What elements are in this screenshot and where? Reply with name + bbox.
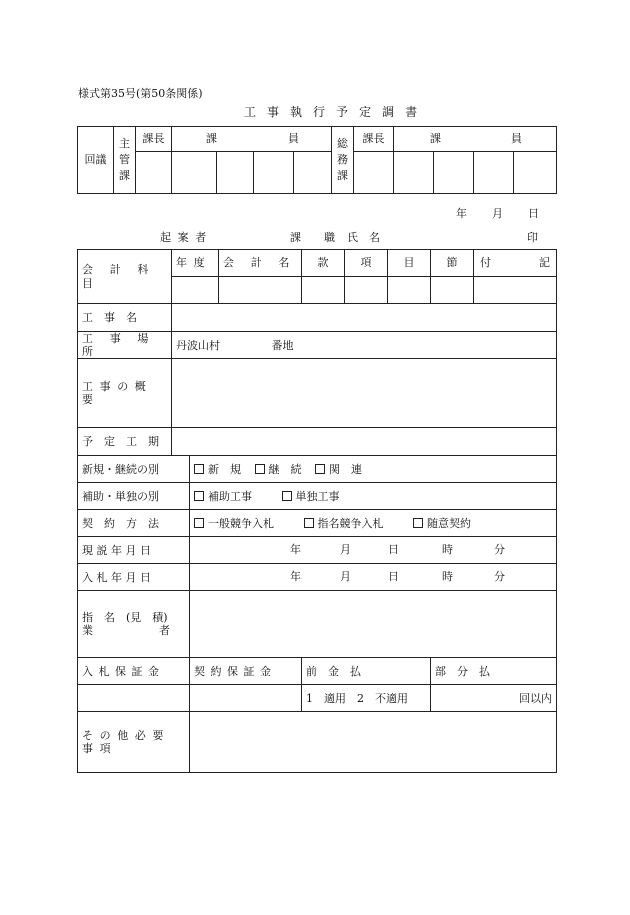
col-setsu: 節 xyxy=(431,250,474,277)
checkbox[interactable] xyxy=(304,518,314,528)
drafter-name: 氏 名 xyxy=(347,231,380,244)
shukan-label: 主 管 課 xyxy=(114,127,136,194)
checkbox[interactable] xyxy=(255,464,265,474)
keiyaku-label: 契 約 方 法 xyxy=(78,510,190,537)
nyusatsu-label: 入 札 年 月 日 xyxy=(78,564,190,591)
sign-cell[interactable] xyxy=(354,152,394,194)
kikan-field[interactable] xyxy=(172,428,557,456)
col-kaikei: 会 計 名 xyxy=(219,250,302,277)
page-title: 工 事 執 行 予 定 調 書 xyxy=(244,105,421,119)
sign-cell[interactable] xyxy=(254,152,294,194)
shimei-field[interactable] xyxy=(190,591,557,658)
ka-in-header: 課 員 xyxy=(172,127,332,152)
approval-table xyxy=(77,126,557,194)
checkbox[interactable] xyxy=(315,464,325,474)
gaiyo-label: 工事の概要 xyxy=(78,359,172,428)
koji-name-field[interactable] xyxy=(172,304,557,332)
koji-place-label: 工 事 場 所 xyxy=(78,332,172,359)
sign-cell[interactable] xyxy=(172,152,217,194)
col-fuki: 付 記 xyxy=(474,250,557,277)
shinki-options[interactable]: 新 規 継 続 関 連 xyxy=(190,456,557,483)
kaigi-label: 回議 xyxy=(78,127,114,194)
kacho-label-2: 課長 xyxy=(354,127,394,152)
place-banchi: 番地 xyxy=(271,338,294,352)
keiyaku-options[interactable]: 一般競争入札 指名競争入札 随意契約 xyxy=(190,510,557,537)
date-tsuki: 月 xyxy=(492,207,503,220)
date-nen: 年 xyxy=(456,207,467,220)
kikan-label: 予 定 工 期 xyxy=(78,428,172,456)
drafter-label: 起案者 xyxy=(160,231,213,244)
shimei-label: 指 名 (見 積) 業 者 xyxy=(78,591,190,658)
maebarai-label: 前 金 払 xyxy=(302,658,431,685)
date-hi: 日 xyxy=(528,207,539,220)
nendo-cell[interactable] xyxy=(172,277,219,304)
sign-cell[interactable] xyxy=(434,152,474,194)
sign-cell[interactable] xyxy=(474,152,514,194)
kaikei-cell[interactable] xyxy=(219,277,302,304)
col-ko: 項 xyxy=(345,250,388,277)
somu-label: 総 務 課 xyxy=(332,127,354,194)
sign-cell[interactable] xyxy=(136,152,172,194)
shinki-label: 新規・継続の別 xyxy=(78,456,190,483)
ka-in-header-2: 課 員 xyxy=(394,127,557,152)
fuki-cell[interactable] xyxy=(474,277,557,304)
col-moku: 目 xyxy=(388,250,431,277)
hojo-options[interactable]: 補助工事 単独工事 xyxy=(190,483,557,510)
checkbox[interactable] xyxy=(194,491,204,501)
drafter-ka: 課 xyxy=(290,231,301,244)
sign-cell[interactable] xyxy=(514,152,557,194)
col-kan: 款 xyxy=(302,250,345,277)
checkbox[interactable] xyxy=(194,518,204,528)
sign-cell[interactable] xyxy=(217,152,254,194)
kacho-label: 課長 xyxy=(136,127,172,152)
place-village: 丹波山村 xyxy=(176,338,220,352)
tekiyo-field[interactable]: 1 適用 2 不適用 xyxy=(302,685,431,712)
accounts-label: 会 計 科 目 xyxy=(78,250,172,304)
hojo-label: 補助・単独の別 xyxy=(78,483,190,510)
hosho-field[interactable] xyxy=(78,685,190,712)
gensetsu-field[interactable]: 年 月 日 時 分 xyxy=(190,537,557,564)
nyusatsu-field[interactable]: 年 月 日 時 分 xyxy=(190,564,557,591)
keiyaku-hosho-label: 契約保証金 xyxy=(190,658,302,685)
form-number: 様式第35号(第50条関係) xyxy=(78,87,203,100)
checkbox[interactable] xyxy=(194,464,204,474)
hosho-label: 入札保証金 xyxy=(78,658,190,685)
bubun-label: 部 分 払 xyxy=(431,658,557,685)
main-table xyxy=(77,249,557,773)
moku-cell[interactable] xyxy=(388,277,431,304)
sign-cell[interactable] xyxy=(294,152,332,194)
keiyaku-hosho-field[interactable] xyxy=(190,685,302,712)
checkbox[interactable] xyxy=(282,491,292,501)
gensetsu-label: 現 説 年 月 日 xyxy=(78,537,190,564)
sign-cell[interactable] xyxy=(394,152,434,194)
col-nendo: 年度 xyxy=(172,250,219,277)
sonota-label: その他必要事項 xyxy=(78,712,190,773)
setsu-cell[interactable] xyxy=(431,277,474,304)
checkbox[interactable] xyxy=(413,518,423,528)
kan-cell[interactable] xyxy=(302,277,345,304)
ko-cell[interactable] xyxy=(345,277,388,304)
drafter-shoku: 職 xyxy=(324,231,335,244)
kai-field[interactable]: 回以内 xyxy=(431,685,557,712)
gaiyo-field[interactable] xyxy=(172,359,557,428)
koji-place-field[interactable] xyxy=(172,332,557,359)
sonota-field[interactable] xyxy=(190,712,557,773)
drafter-seal: 印 xyxy=(527,231,538,244)
koji-name-label: 工 事 名 xyxy=(78,304,172,332)
